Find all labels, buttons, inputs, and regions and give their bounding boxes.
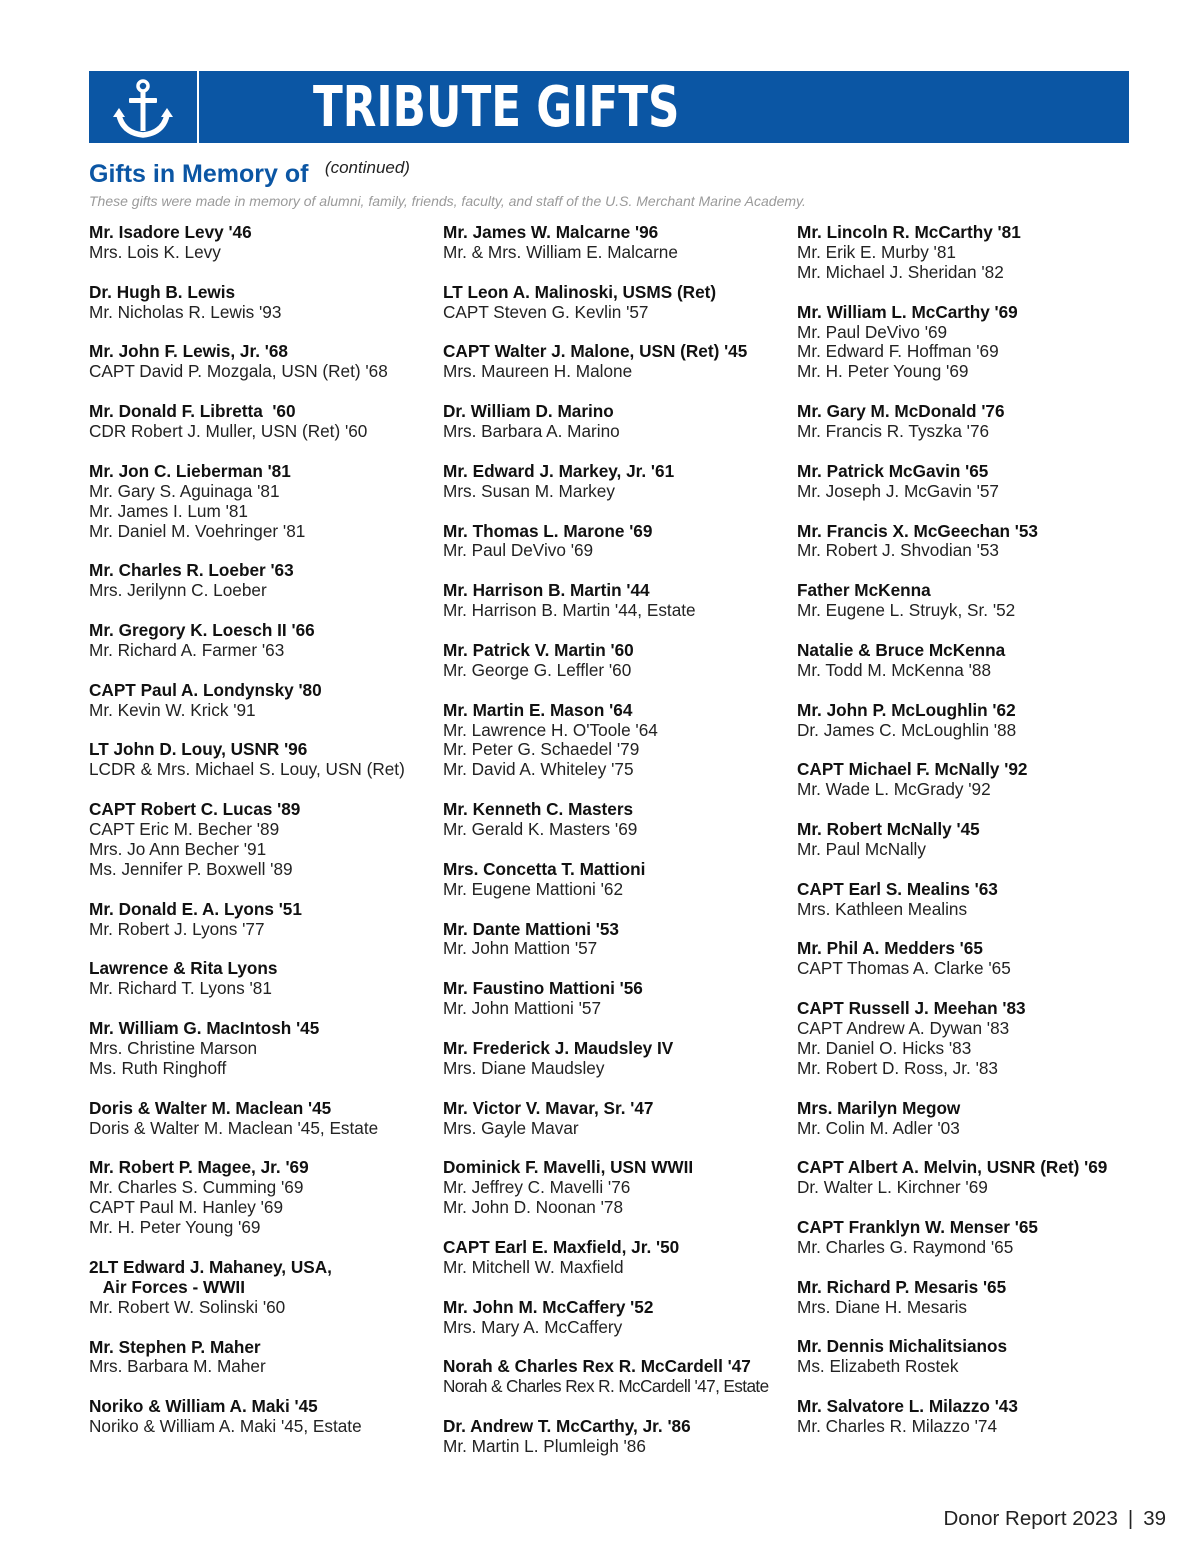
tribute-entry (89, 959, 439, 999)
section-title: Gifts in Memory of (89, 160, 309, 188)
donor-name: Mr. George G. Leffler '60 (443, 659, 632, 680)
tribute-entry (797, 760, 1147, 800)
donor-name: Ms. Ruth Ringhoff (89, 1057, 227, 1078)
tribute-entry (443, 522, 793, 562)
donor-name: Mr. Daniel O. Hicks '83 (797, 1037, 972, 1058)
donor-name: Mr. Richard T. Lyons '81 (89, 978, 272, 999)
donor-name: Mr. John Mattion '57 (443, 938, 598, 959)
tribute-entry (89, 900, 439, 940)
tribute-entry (89, 1397, 439, 1437)
donor-name: Mrs. Barbara M. Maher (89, 1356, 266, 1377)
donor-name: Mrs. Maureen H. Malone (443, 361, 633, 382)
tribute-entry (89, 681, 439, 721)
honoree-name: 2LT Edward J. Mahaney, USA, Air Forces - WWII (89, 1256, 332, 1297)
honoree-name: Mr. Dennis Michalitsianos (797, 1336, 1008, 1357)
anchor-icon (89, 71, 197, 143)
column-3 (797, 223, 1147, 1457)
tribute-entry (443, 223, 793, 263)
honoree-name: Mr. Dante Mattioni '53 (443, 918, 619, 939)
donor-name: Mr. John D. Noonan '78 (443, 1197, 624, 1218)
donor-name: Mr. Martin L. Plumleigh '86 (443, 1435, 646, 1456)
donor-name: Mrs. Susan M. Markey (443, 480, 615, 501)
section-subtitle: These gifts were made in memory of alumni, family, friends, faculty, and staff of the U.S. Merchant Marine Academy. (89, 193, 806, 209)
column-1 (89, 223, 439, 1457)
honoree-name: LT John D. Louy, USNR '96 (89, 739, 308, 760)
tribute-entry (89, 621, 439, 661)
donor-name: Mr. David A. Whiteley '75 (443, 759, 634, 780)
tribute-entry (797, 223, 1147, 283)
donor-name: Noriko & William A. Maki '45, Estate (89, 1416, 362, 1437)
tribute-entry (89, 1338, 439, 1378)
tribute-entry (797, 1099, 1147, 1139)
donor-name: Mr. Mitchell W. Maxfield (443, 1256, 624, 1277)
honoree-name: Mr. Robert McNally '45 (797, 819, 980, 840)
honoree-name: CAPT Michael F. McNally '92 (797, 759, 1028, 780)
honoree-name: Mr. Lincoln R. McCarthy '81 (797, 222, 1021, 242)
donor-name: Mr. Michael J. Sheridan '82 (797, 261, 1004, 282)
honoree-name: Norah & Charles Rex R. McCardell '47 (443, 1356, 751, 1377)
donor-name: Norah & Charles Rex R. McCardell '47, Estate (443, 1376, 769, 1397)
honoree-name: Mr. Gary M. McDonald '76 (797, 401, 1005, 422)
honoree-name: CAPT Paul A. Londynsky '80 (89, 679, 322, 700)
donor-name: Ms. Jennifer P. Boxwell '89 (89, 858, 293, 879)
donor-name: Mr. Edward F. Hoffman '69 (797, 341, 999, 362)
banner-title: TRIBUTE GIFTS (313, 75, 680, 140)
honoree-name: Natalie & Bruce McKenna (797, 639, 1006, 660)
honoree-name: Mr. Donald F. Libretta '60 (89, 401, 296, 422)
honoree-name: Mr. John P. McLoughlin '62 (797, 699, 1016, 720)
donor-name: CAPT Paul M. Hanley '69 (89, 1197, 284, 1218)
honoree-name: Doris & Walter M. Maclean '45 (89, 1097, 332, 1118)
tribute-entry (443, 1298, 793, 1338)
honoree-name: Mr. Jon C. Lieberman '81 (89, 460, 291, 481)
donor-name: Ms. Elizabeth Rostek (797, 1356, 959, 1377)
tribute-entry (443, 860, 793, 900)
honoree-name: Mr. Isadore Levy '46 (89, 222, 252, 242)
tribute-entry (443, 1417, 793, 1457)
honoree-name: Mr. Francis X. McGeechan '53 (797, 520, 1038, 541)
tribute-entry (443, 701, 793, 781)
donor-name: Mr. Paul McNally (797, 838, 926, 859)
tribute-entry (443, 462, 793, 502)
tribute-entry (797, 1218, 1147, 1258)
tribute-entry (443, 1158, 793, 1218)
honoree-name: Mr. Salvatore L. Milazzo '43 (797, 1396, 1018, 1417)
donor-name: Mrs. Jerilynn C. Loeber (89, 580, 267, 601)
tribute-entry (797, 402, 1147, 442)
honoree-name: Mr. Thomas L. Marone '69 (443, 520, 653, 541)
donor-name: Mrs. Diane Maudsley (443, 1057, 605, 1078)
donor-name: CAPT Andrew A. Dywan '83 (797, 1018, 1010, 1039)
donor-name: Mrs. Kathleen Mealins (797, 898, 968, 919)
honoree-name: Mr. Edward J. Markey, Jr. '61 (443, 460, 675, 481)
tribute-entry (89, 402, 439, 442)
honoree-name: Mr. Martin E. Mason '64 (443, 699, 633, 720)
donor-name: Mr. Eugene L. Struyk, Sr. '52 (797, 600, 1016, 621)
honoree-name: Mr. Phil A. Medders '65 (797, 938, 983, 959)
donor-name: Mr. Nicholas R. Lewis '93 (89, 301, 282, 322)
honoree-name: Mr. John M. McCaffery '52 (443, 1296, 654, 1317)
donor-name: Mr. Gerald K. Masters '69 (443, 819, 638, 840)
tribute-entry (797, 939, 1147, 979)
tribute-entry (797, 303, 1147, 383)
honoree-name: Mrs. Concetta T. Mattioni (443, 858, 646, 879)
tribute-entry (797, 1158, 1147, 1198)
tribute-entry (89, 462, 439, 542)
tribute-entry (443, 283, 793, 323)
donor-name: Mrs. Jo Ann Becher '91 (89, 838, 267, 859)
donor-name: Mr. John Mattioni '57 (443, 998, 602, 1019)
tribute-entry (797, 462, 1147, 502)
tribute-entry (443, 800, 793, 840)
honoree-name: CAPT Robert C. Lucas '89 (89, 799, 301, 820)
honoree-name: Lawrence & Rita Lyons (89, 958, 278, 979)
honoree-name: Noriko & William A. Maki '45 (89, 1396, 318, 1417)
donor-name: Mr. & Mrs. William E. Malcarne (443, 241, 678, 262)
donor-name: Mr. Francis R. Tyszka '76 (797, 421, 990, 442)
tribute-entry (797, 701, 1147, 741)
tribute-entry (797, 1278, 1147, 1318)
honoree-name: Mr. Patrick V. Martin '60 (443, 639, 634, 660)
donor-name: Mrs. Diane H. Mesaris (797, 1296, 967, 1317)
honoree-name: CAPT Earl S. Mealins '63 (797, 878, 998, 899)
tribute-entry (443, 1357, 793, 1397)
donor-name: Mr. Harrison B. Martin '44, Estate (443, 600, 696, 621)
tribute-entry (89, 1019, 439, 1079)
honoree-name: Mr. Patrick McGavin '65 (797, 460, 989, 481)
tribute-entry (797, 1337, 1147, 1377)
donor-name: Mr. Robert J. Shvodian '53 (797, 540, 999, 561)
honoree-name: LT Leon A. Malinoski, USMS (Ret) (443, 281, 717, 302)
donor-name: Dr. Walter L. Kirchner '69 (797, 1177, 988, 1198)
tribute-entry (89, 561, 439, 601)
honoree-name: Dr. Andrew T. McCarthy, Jr. '86 (443, 1416, 691, 1437)
donor-name: CDR Robert J. Muller, USN (Ret) '60 (89, 421, 368, 442)
tribute-entry (797, 581, 1147, 621)
donor-name: Mrs. Christine Marson (89, 1037, 258, 1058)
tribute-entry (443, 1238, 793, 1278)
page-number: 39 (1143, 1507, 1166, 1530)
honoree-name: Mr. Gregory K. Loesch II '66 (89, 620, 315, 641)
continued-label: (continued) (324, 158, 410, 177)
donor-name: Mr. Paul DeVivo '69 (443, 540, 594, 561)
donor-name: Mr. Robert J. Lyons '77 (89, 918, 265, 939)
honoree-name: Dr. Hugh B. Lewis (89, 281, 236, 302)
honoree-name: Mr. James W. Malcarne '96 (443, 222, 659, 242)
donor-name: Mr. Charles G. Raymond '65 (797, 1236, 1014, 1257)
tribute-entry (89, 1099, 439, 1139)
tribute-entry (797, 820, 1147, 860)
column-2 (443, 223, 793, 1477)
donor-name: Mr. Charles S. Cumming '69 (89, 1177, 304, 1198)
tribute-entry (443, 979, 793, 1019)
footer-separator: | (1127, 1507, 1134, 1530)
report-title: Donor Report 2023 (943, 1507, 1118, 1530)
honoree-name: CAPT Russell J. Meehan '83 (797, 998, 1026, 1019)
tribute-entry (443, 581, 793, 621)
donor-name: Mrs. Gayle Mavar (443, 1117, 579, 1138)
donor-name: Mr. Paul DeVivo '69 (797, 321, 948, 342)
donor-name: Mrs. Lois K. Levy (89, 241, 221, 262)
honoree-name: Mr. Robert P. Magee, Jr. '69 (89, 1157, 309, 1178)
tribute-entry (89, 740, 439, 780)
donor-name: Mr. Erik E. Murby '81 (797, 241, 956, 262)
tribute-entry (89, 1258, 439, 1318)
donor-name: CAPT Thomas A. Clarke '65 (797, 958, 1011, 979)
honoree-name: Mrs. Marilyn Megow (797, 1097, 961, 1118)
honoree-name: CAPT Albert A. Melvin, USNR (Ret) '69 (797, 1157, 1108, 1178)
donor-name: Mrs. Barbara A. Marino (443, 421, 620, 442)
donor-name: Mr. Gary S. Aguinaga '81 (89, 480, 280, 501)
donor-name: CAPT David P. Mozgala, USN (Ret) '68 (89, 361, 388, 382)
honoree-name: Mr. Frederick J. Maudsley IV (443, 1037, 674, 1058)
honoree-name: Mr. Harrison B. Martin '44 (443, 580, 650, 601)
donor-name: Mr. Colin M. Adler '03 (797, 1117, 960, 1138)
donor-name: Mr. H. Peter Young '69 (89, 1217, 261, 1238)
tribute-entry (797, 1397, 1147, 1437)
tribute-entry (797, 641, 1147, 681)
section-heading (89, 160, 410, 189)
tribute-entry (443, 1039, 793, 1079)
donor-name: Mr. Joseph J. McGavin '57 (797, 480, 999, 501)
donor-name: Mr. Eugene Mattioni '62 (443, 878, 624, 899)
donor-name: Dr. James C. McLoughlin '88 (797, 719, 1017, 740)
honoree-name: CAPT Walter J. Malone, USN (Ret) '45 (443, 341, 748, 362)
honoree-name: Dominick F. Mavelli, USN WWII (443, 1157, 694, 1178)
honoree-name: Mr. Donald E. A. Lyons '51 (89, 898, 302, 919)
donor-name: Mr. Charles R. Milazzo '74 (797, 1416, 998, 1437)
tribute-entry (89, 342, 439, 382)
honoree-name: Mr. John F. Lewis, Jr. '68 (89, 341, 288, 362)
honoree-name: Dr. William D. Marino (443, 401, 614, 422)
donor-name: Mr. Todd M. McKenna '88 (797, 659, 992, 680)
tribute-entry (89, 223, 439, 263)
donor-name: LCDR & Mrs. Michael S. Louy, USN (Ret) (89, 759, 405, 780)
honoree-name: Father McKenna (797, 580, 931, 601)
tribute-entry (89, 283, 439, 323)
tribute-entry (443, 920, 793, 960)
donor-name: Mr. Daniel M. Voehringer '81 (89, 520, 306, 541)
tribute-entry (89, 800, 439, 880)
donor-name: Mr. Jeffrey C. Mavelli '76 (443, 1177, 631, 1198)
tribute-entry (443, 402, 793, 442)
honoree-name: Mr. Kenneth C. Masters (443, 799, 634, 820)
donor-name: Mr. H. Peter Young '69 (797, 361, 969, 382)
tribute-entry (443, 1099, 793, 1139)
honoree-name: CAPT Franklyn W. Menser '65 (797, 1217, 1038, 1238)
donor-name: Mr. Lawrence H. O'Toole '64 (443, 719, 658, 740)
banner-divider (197, 71, 287, 143)
honoree-name: Mr. Charles R. Loeber '63 (89, 560, 294, 581)
donor-name: Mr. Peter G. Schaedel '79 (443, 739, 640, 760)
donor-name: Mr. Wade L. McGrady '92 (797, 779, 991, 800)
tribute-entry (797, 999, 1147, 1079)
donor-name: Mrs. Mary A. McCaffery (443, 1316, 623, 1337)
title-banner (89, 71, 1129, 143)
tribute-entry (443, 342, 793, 382)
donor-name: Mr. Richard A. Farmer '63 (89, 639, 285, 660)
donor-name: Mr. Robert D. Ross, Jr. '83 (797, 1057, 998, 1078)
honoree-name: Mr. Stephen P. Maher (89, 1336, 261, 1357)
honoree-name: Mr. Richard P. Mesaris '65 (797, 1276, 1007, 1297)
honoree-name: Mr. William G. MacIntosh '45 (89, 1018, 320, 1039)
honoree-name: Mr. Faustino Mattioni '56 (443, 978, 643, 999)
honoree-name: Mr. Victor V. Mavar, Sr. '47 (443, 1097, 654, 1118)
honoree-name: CAPT Earl E. Maxfield, Jr. '50 (443, 1236, 680, 1257)
tribute-entry (797, 522, 1147, 562)
tribute-entry (797, 880, 1147, 920)
tribute-entry (89, 1158, 439, 1238)
donor-name: Mr. James I. Lum '81 (89, 500, 248, 521)
donor-name: Mr. Kevin W. Krick '91 (89, 699, 256, 720)
honoree-name: Mr. William L. McCarthy '69 (797, 301, 1018, 322)
page-footer (943, 1507, 1166, 1531)
donor-name: Doris & Walter M. Maclean '45, Estate (89, 1117, 379, 1138)
donor-name: CAPT Eric M. Becher '89 (89, 819, 280, 840)
donor-name: Mr. Robert W. Solinski '60 (89, 1296, 286, 1317)
tribute-entry (443, 641, 793, 681)
donor-name: CAPT Steven G. Kevlin '57 (443, 301, 649, 322)
